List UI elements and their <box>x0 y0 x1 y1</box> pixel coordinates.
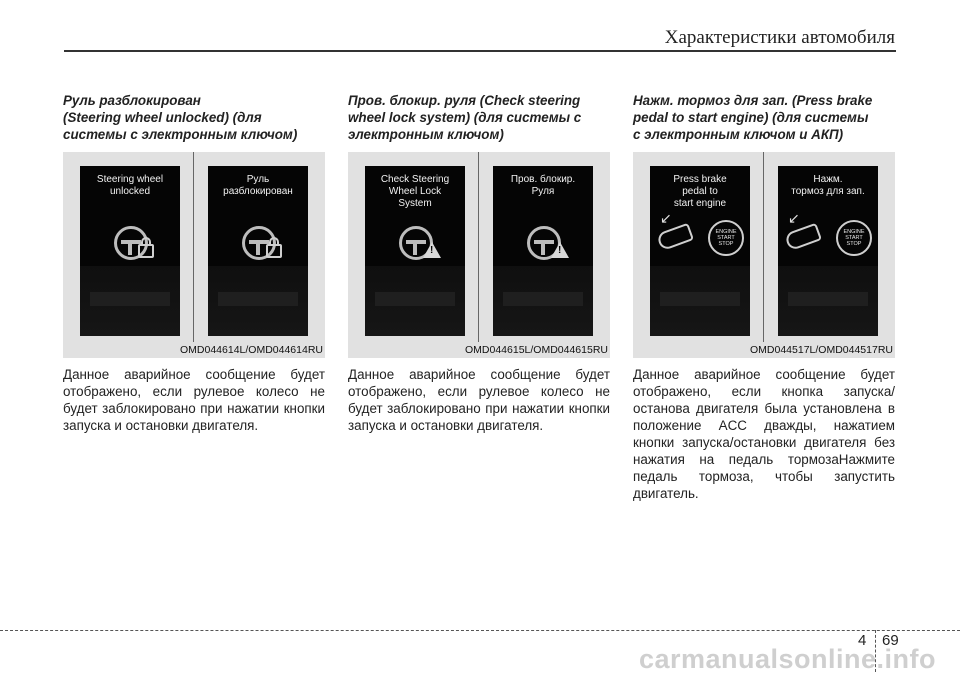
screen-message: Руль разблокирован <box>223 174 293 197</box>
figure-divider <box>478 152 479 342</box>
brake-pedal-icon <box>784 223 822 252</box>
figure <box>348 152 610 358</box>
screen-message: Steering wheel unlocked <box>96 174 164 197</box>
column-steering-unlocked <box>63 92 325 434</box>
figure-code: OMD044517L/OMD044517RU <box>750 344 893 356</box>
column-body: Данное аварийное сообщение будет отображено, если рулевое колесо не будет заблокировано при нажатии кнопки запуска и остановки двигателя. <box>63 367 325 433</box>
section-title: Характеристики автомобиля <box>664 27 895 48</box>
footer-rule <box>0 630 960 631</box>
cluster-lower-area <box>208 266 308 336</box>
watermark: carmanualsonline.info <box>638 644 936 674</box>
cluster-lower-area <box>493 266 593 336</box>
figure-code: OMD044614L/OMD044614RU <box>180 344 323 356</box>
figure-code: OMD044615L/OMD044615RU <box>465 344 608 356</box>
screen-message: Пров. блокир. Руля <box>510 174 576 197</box>
column-heading: Нажм. тормоз для зап. (Press brake pedal to start engine) (для системы с электронным ключом и АКП) <box>633 93 873 142</box>
cluster-screen-russian <box>493 166 593 336</box>
figure <box>633 152 895 358</box>
column-heading: Пров. блокир. руля (Check steering wheel lock system) (для системы с электронным ключом) <box>348 93 582 142</box>
header-rule <box>64 50 896 52</box>
engine-start-stop-icon: ENGINE START STOP <box>836 220 872 256</box>
screen-message: Check Steering Wheel Lock System <box>380 174 450 209</box>
cluster-lower-area <box>365 266 465 336</box>
arrow-down-left-icon: ↙ <box>788 210 800 226</box>
cluster-screen-russian <box>778 166 878 336</box>
cluster-screen-english <box>650 166 750 336</box>
arrow-down-left-icon: ↙ <box>660 210 672 226</box>
column-heading: Руль разблокирован (Steering wheel unlocked) (для системы с электронным ключом) <box>63 93 298 142</box>
screen-message: Нажм. тормоз для зап. <box>791 174 865 197</box>
figure-divider <box>193 152 194 342</box>
cluster-lower-area <box>778 266 878 336</box>
column-press-brake <box>633 92 895 502</box>
cluster-screen-english <box>80 166 180 336</box>
page-number: 69 <box>882 632 899 649</box>
figure-divider <box>763 152 764 342</box>
screen-message: Press brake pedal to start engine <box>673 174 727 209</box>
cluster-screen-english <box>365 166 465 336</box>
cluster-lower-area <box>650 266 750 336</box>
brake-pedal-icon <box>656 223 694 252</box>
figure <box>63 152 325 358</box>
cluster-lower-area <box>80 266 180 336</box>
engine-start-stop-icon: ENGINE START STOP <box>708 220 744 256</box>
warning-triangle-icon <box>551 242 569 258</box>
lock-open-icon <box>266 244 282 258</box>
warning-triangle-icon <box>423 242 441 258</box>
column-body: Данное аварийное сообщение будет отображено, если кнопка запуска/останова двигателя была установлена в положение ACC дважды, нажатием кнопки запуска/остановки двигателя без нажатия на педаль тормозаНажмите педаль тормоза, чтобы запустить двигатель. <box>633 367 895 501</box>
cluster-screen-russian <box>208 166 308 336</box>
column-body: Данное аварийное сообщение будет отображено, если рулевое колесо не будет заблокировано при нажатии кнопки запуска и остановки двигателя. <box>348 367 610 433</box>
lock-open-icon <box>138 244 154 258</box>
chapter-number: 4 <box>858 632 867 649</box>
column-check-steering-lock <box>348 92 610 434</box>
